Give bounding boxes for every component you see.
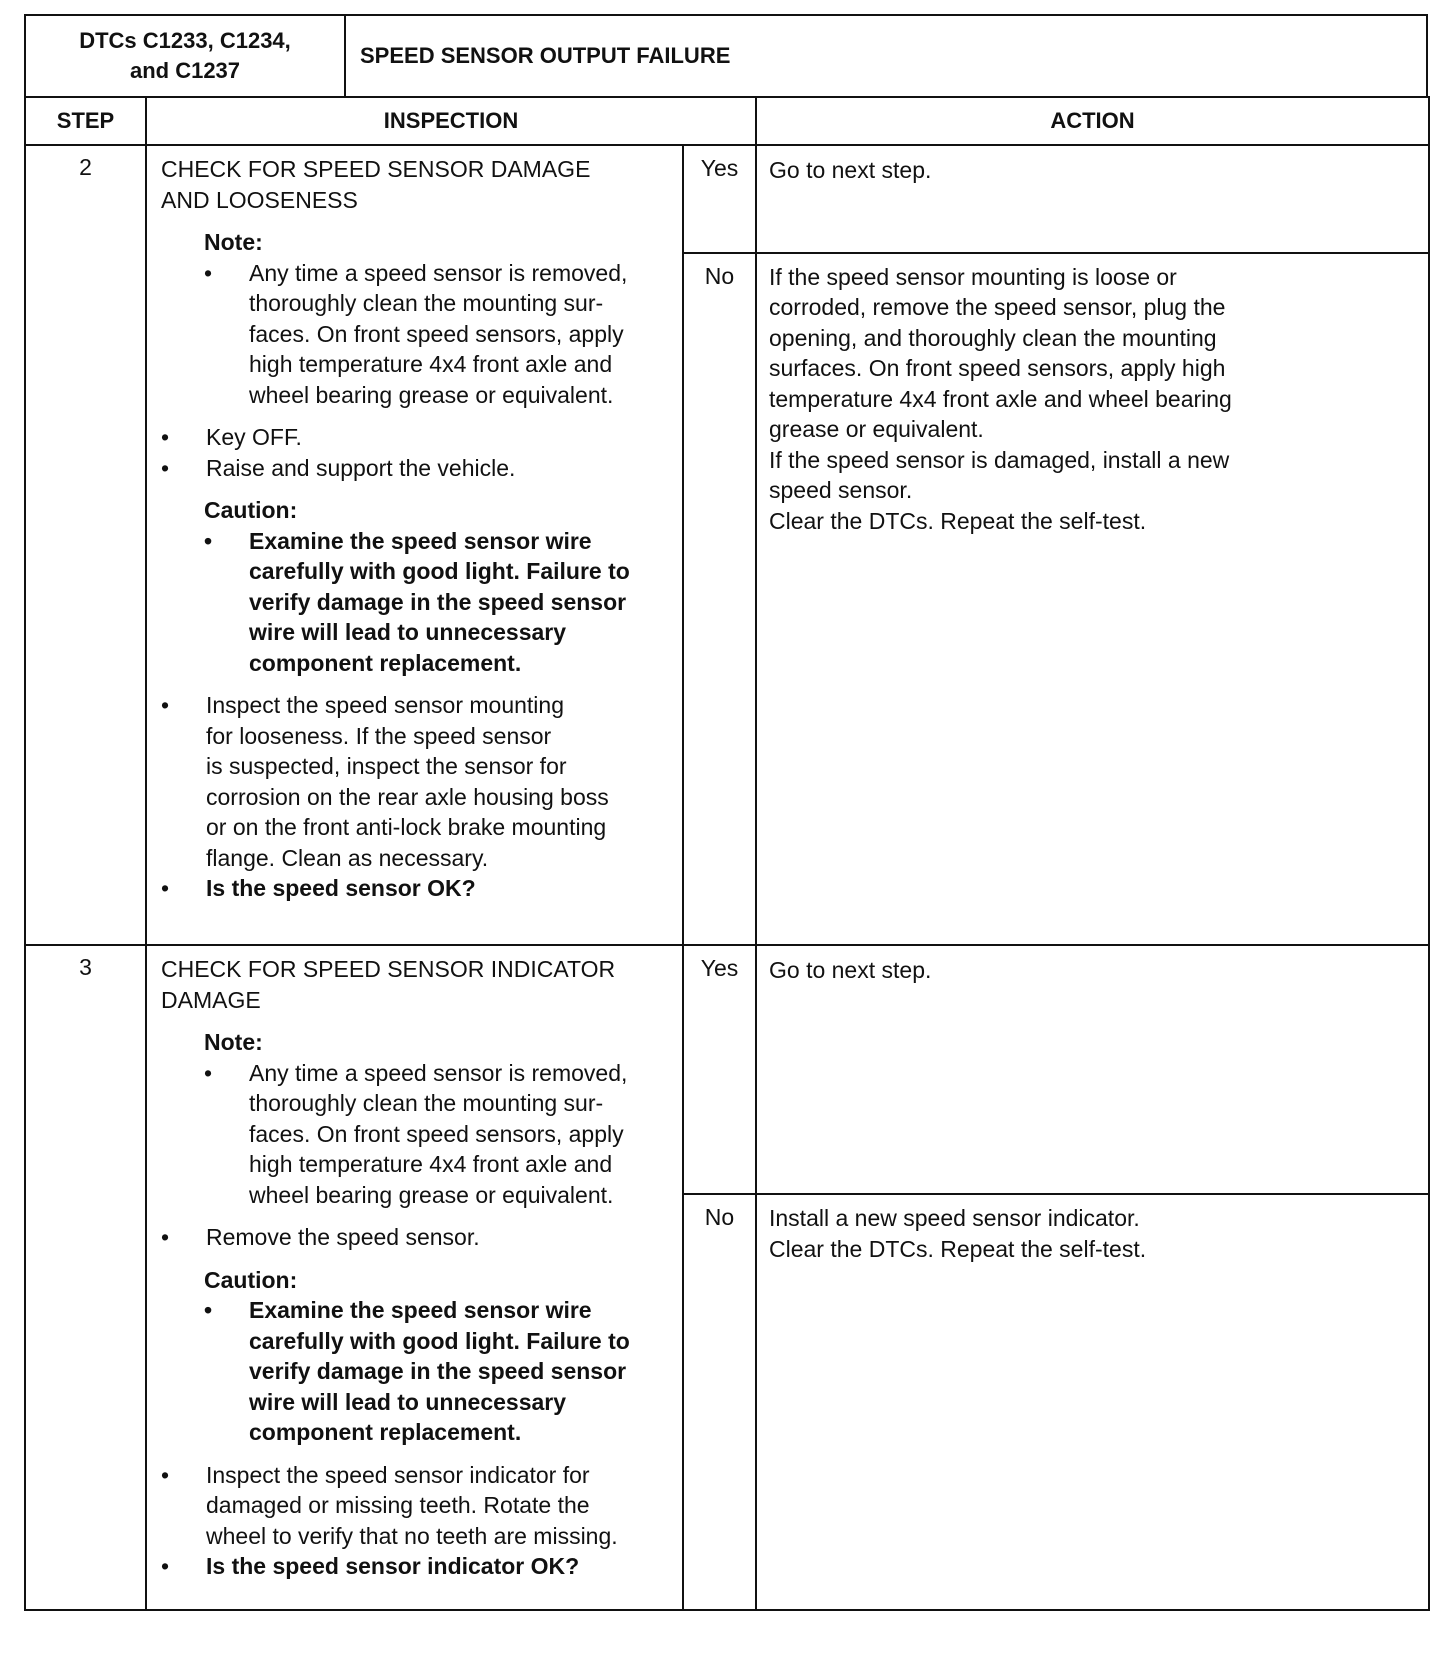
- note-heading: Note:: [204, 229, 263, 255]
- step-row: [25, 945, 1429, 1194]
- bullet-icon: •: [204, 1059, 213, 1086]
- no-action-text: If the speed sensor mounting is loose or corroded, remove the speed sensor, plug the opening, and thoroughly clean the mounting surfaces. On front speed sensors, apply high temperature 4x4 front axle and wheel bearing grease or equivalent. If the speed sensor is damaged, install a new speed sensor. Clear the DTCs. Repeat the self-test.: [769, 263, 1232, 534]
- bullet-icon: •: [161, 1224, 170, 1250]
- yes-action: Go to next step.: [756, 945, 1429, 1194]
- procedure-header: [24, 14, 1428, 96]
- bullet-icon: •: [161, 1461, 170, 1488]
- column-header-action: ACTION: [756, 97, 1429, 145]
- step-row: [25, 145, 1429, 253]
- step-question: [161, 873, 670, 904]
- caution-block: [204, 1265, 670, 1448]
- note-item: [204, 1058, 670, 1211]
- no-action: [756, 1194, 1429, 1610]
- dtc-codes: DTCs C1233, C1234, and C1237: [26, 16, 346, 96]
- step-number: 3: [25, 945, 146, 1610]
- note-heading: Note:: [204, 1029, 263, 1055]
- caution-heading: Caution:: [204, 1266, 298, 1293]
- bullet-icon: •: [204, 259, 213, 286]
- question-text: Is the speed sensor indicator OK?: [206, 1553, 580, 1579]
- instruction-bullet: [161, 1460, 670, 1552]
- yes-action: Go to next step.: [756, 145, 1429, 253]
- step-number: 2: [25, 145, 146, 945]
- instruction-text: Remove the speed sensor.: [206, 1224, 480, 1250]
- instruction-bullet: [161, 690, 670, 873]
- caution-text: Examine the speed sensor wire carefully with good light. Failure to verify damage in the speed sensor wire will lead to unnecessary component replacement.: [249, 527, 630, 676]
- no-action: [756, 253, 1429, 945]
- column-header-row: [25, 97, 1429, 145]
- step-question: [161, 1551, 670, 1582]
- instruction-bullet: [161, 453, 670, 484]
- yes-label: Yes: [683, 945, 756, 1194]
- bullet-icon: •: [161, 1553, 170, 1579]
- note-text: Any time a speed sensor is removed, thoroughly clean the mounting sur- faces. On front speed sensors, apply high temperature 4x4 front axle and wheel bearing grease or equivalent.: [249, 259, 628, 408]
- caution-heading: Caution:: [204, 497, 298, 523]
- diagnostic-procedure-page: [24, 14, 1428, 1611]
- instruction-text: Inspect the speed sensor mounting for looseness. If the speed sensor is suspected, inspect the sensor for corrosion on the rear axle housing boss or on the front anti-lock brake mounting flange. Clean as necessary.: [206, 692, 609, 871]
- note-text: Any time a speed sensor is removed, thoroughly clean the mounting sur- faces. On front speed sensors, apply high temperature 4x4 front axle and wheel bearing grease or equivalent.: [249, 1059, 628, 1208]
- bullet-icon: •: [204, 527, 213, 554]
- instruction-text: Raise and support the vehicle.: [206, 454, 516, 481]
- bullet-icon: •: [161, 454, 170, 481]
- question-text: Is the speed sensor OK?: [206, 875, 476, 901]
- procedure-table: [24, 96, 1430, 1611]
- bullet-icon: •: [161, 692, 170, 718]
- instruction-text: Inspect the speed sensor indicator for damaged or missing teeth. Rotate the wheel to verify that no teeth are missing.: [206, 1461, 618, 1549]
- column-header-inspection: INSPECTION: [146, 97, 756, 145]
- step-title: CHECK FOR SPEED SENSOR DAMAGE AND LOOSENESS: [161, 156, 591, 213]
- inspection-cell: [146, 945, 683, 1610]
- bullet-icon: •: [161, 875, 170, 901]
- bullet-icon: •: [161, 424, 170, 450]
- inspection-cell: [146, 145, 683, 945]
- caution-block: [204, 495, 670, 678]
- instruction-text: Key OFF.: [206, 424, 302, 450]
- instruction-bullet: [161, 422, 670, 453]
- bullet-icon: •: [204, 1297, 213, 1323]
- note-block: [204, 1027, 670, 1210]
- no-action-text: Install a new speed sensor indicator. Clear the DTCs. Repeat the self-test.: [769, 1205, 1147, 1262]
- procedure-title: SPEED SENSOR OUTPUT FAILURE: [360, 43, 731, 68]
- caution-text: Examine the speed sensor wire carefully with good light. Failure to verify damage in the speed sensor wire will lead to unnecessary component replacement.: [249, 1297, 630, 1445]
- column-header-step: STEP: [25, 97, 146, 145]
- caution-item: [204, 1295, 670, 1448]
- step-title: CHECK FOR SPEED SENSOR INDICATOR DAMAGE: [161, 956, 616, 1013]
- yes-label: Yes: [683, 145, 756, 253]
- note-block: [204, 227, 670, 410]
- caution-item: [204, 526, 670, 679]
- no-label: No: [683, 253, 756, 945]
- no-label: No: [683, 1194, 756, 1610]
- note-item: [204, 258, 670, 411]
- instruction-bullet: [161, 1222, 670, 1253]
